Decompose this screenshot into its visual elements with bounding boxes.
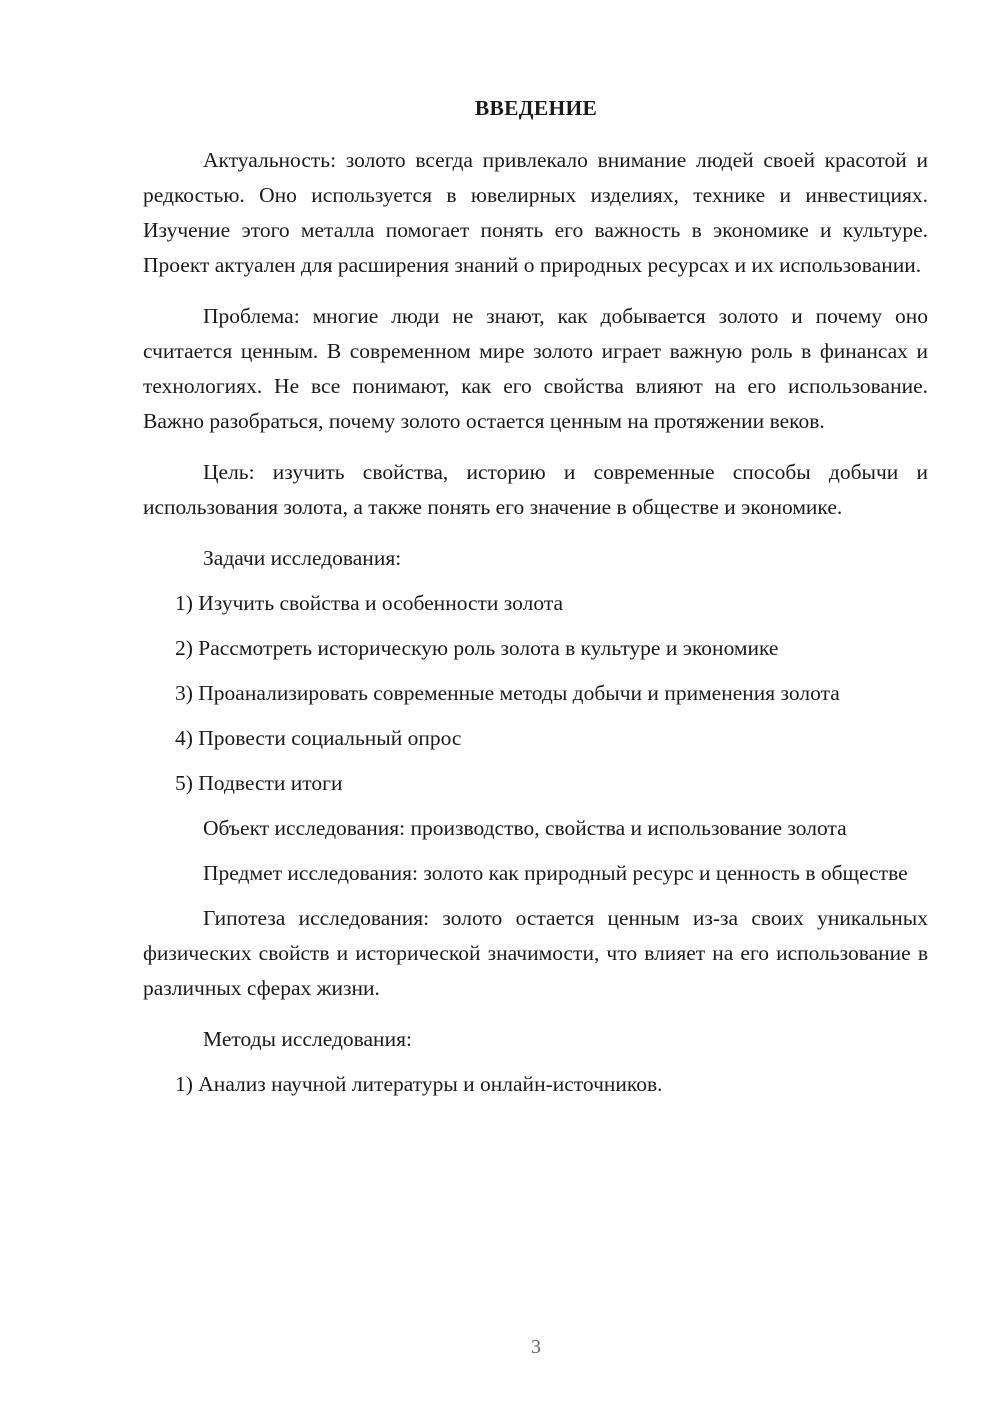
task-item: 3) Проанализировать современные методы добычи и применения золота [175, 681, 840, 705]
section-title: ВВЕДЕНИЕ [474, 96, 598, 120]
task-item: 1) Изучить свойства и особенности золота [175, 591, 564, 615]
paragraph-hypothesis: Гипотеза исследования: золото остается ценным из-за своих уникальных физических свойств и исторической значимости, что влияет на его использование в различных сферах жизни. [143, 906, 928, 1000]
method-item: 1) Анализ научной литературы и онлайн-источников. [175, 1072, 663, 1096]
document-body [143, 143, 928, 1102]
paragraph-problem: Проблема: многие люди не знают, как добывается золото и почему оно считается ценным. В современном мире золото играет важную роль в финансах и технологиях. Не все понимают, как его свойства влияют на его использование. Важно разобраться, почему золото остается ценным на протяжении веков. [143, 304, 928, 433]
methods-heading: Методы исследования: [203, 1027, 412, 1051]
task-item: 4) Провести социальный опрос [175, 726, 462, 750]
tasks-heading: Задачи исследования: [203, 546, 402, 570]
paragraph-relevance: Актуальность: золото всегда привлекало внимание людей своей красотой и редкостью. Оно используется в ювелирных изделиях, технике и инвестициях. Изучение этого металла помогает понять его важность в экономике и культуре. Проект актуален для расширения знаний о природных ресурсах и их использовании. [143, 148, 928, 277]
paragraph-object: Объект исследования: производство, свойства и использование золота [203, 816, 847, 840]
task-item: 2) Рассмотреть историческую роль золота в культуре и экономике [175, 636, 779, 660]
paragraph-subject: Предмет исследования: золото как природный ресурс и ценность в обществе [203, 861, 908, 885]
task-item: 5) Подвести итоги [175, 771, 343, 795]
paragraph-goal: Цель: изучить свойства, историю и современные способы добычи и использования золота, а также понять его значение в обществе и экономике. [143, 460, 928, 519]
page-number: 3 [531, 1336, 541, 1358]
